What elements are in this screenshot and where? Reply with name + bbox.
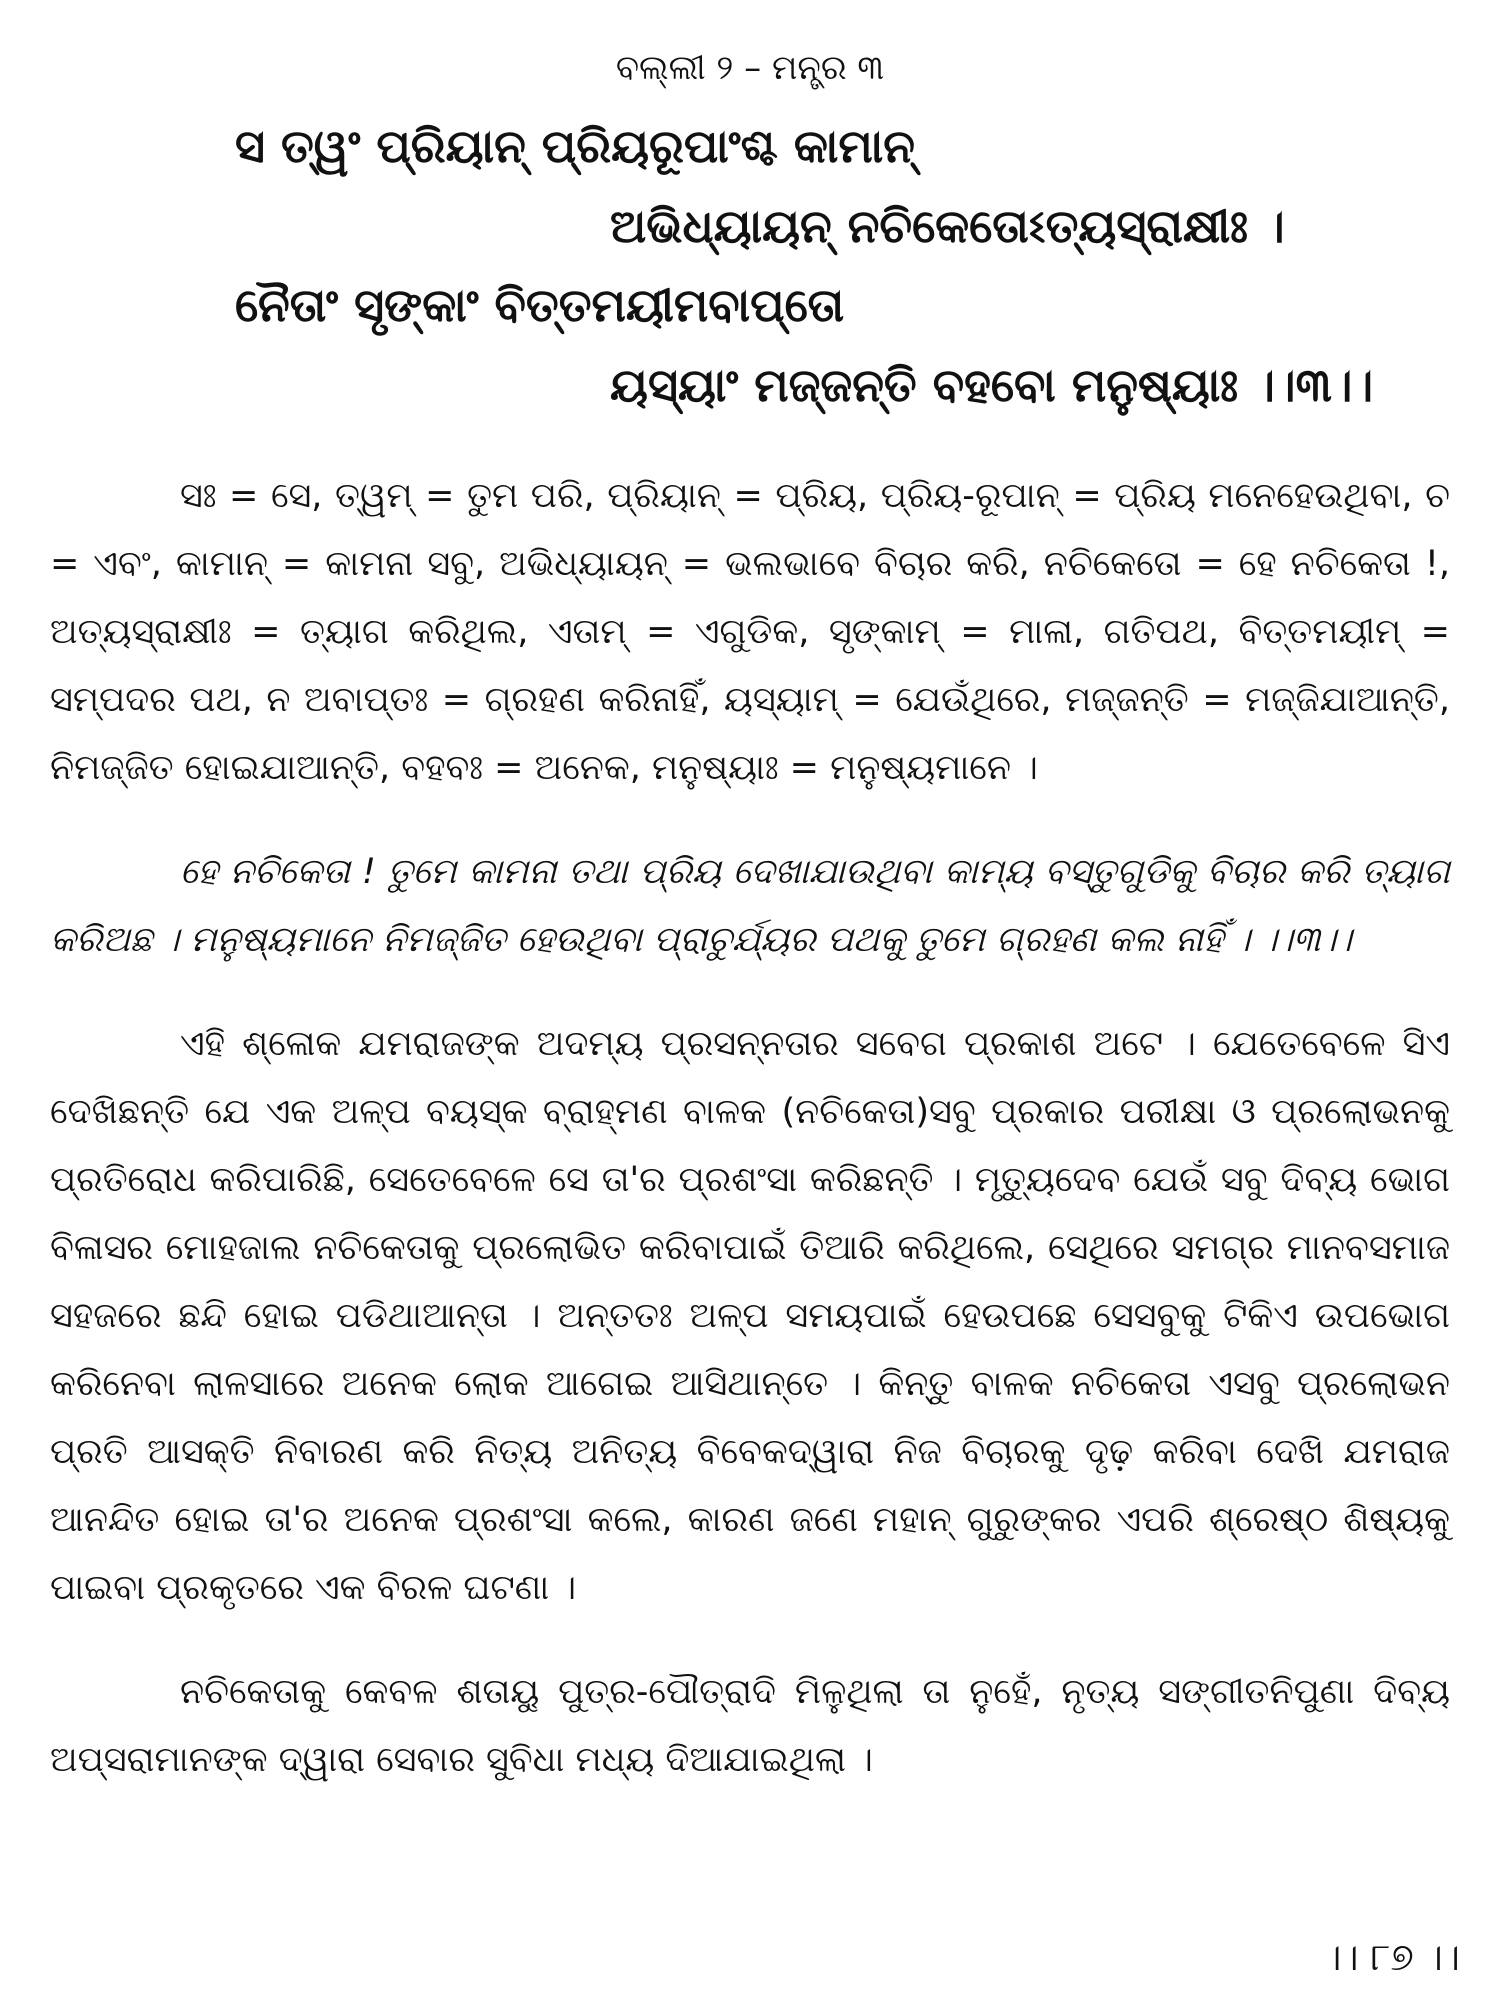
commentary-paragraph-1: ଏହି ଶ୍ଳୋକ ଯମରାଜଙ୍କ ଅଦମ୍ୟ ପ୍ରସନ୍ନତାର ସବେଗ ପ୍ରକାଶ ଅଟେ । ଯେତେବେଳେ ସିଏ ଦେଖିଛନ୍ତି ଯେ ଏକ ଅଳ୍ପ ବୟସ୍କ ବ୍ରାହ୍ମଣ ବାଳକ (ନଚିକେତା)ସବୁ ପ୍ରକାର ପରୀକ୍ଷା ଓ ପ୍ରଲୋଭନକୁ ପ୍ରତିରୋଧ କରିପାରିଛି, ସେତେବେଳେ ସେ ତା'ର ପ୍ରଶଂସା କରିଛନ୍ତି । ମୃତ୍ୟୁଦେବ ଯେଉଁ ସବୁ ଦିବ୍ୟ ଭୋଗ ବିଳାସର ମୋହଜାଲ ନଚିକେତାକୁ ପ୍ରଲୋଭିତ କରିବାପାଇଁ ତିଆରି କରିଥିଲେ, ସେଥିରେ ସମଗ୍ର ମାନବସମାଜ ସହଜରେ ଛନ୍ଦି ହୋଇ ପଡିଥାଆନ୍ତା । ଅନ୍ତତଃ ଅଳ୍ପ ସମୟପାଇଁ ହେଉପଛେ ସେସବୁକୁ ଟିକିଏ ଉପଭୋଗ କରିନେବା ଲାଳସାରେ ଅନେକ ଲୋକ ଆଗେଇ ଆସିଥାନ୍ତେ । କିନ୍ତୁ ବାଳକ ନଚିକେତା ଏସବୁ ପ୍ରଲୋଭନ ପ୍ରତି ଆସକ୍ତି ନିବାରଣ କରି ନିତ୍ୟ ଅନିତ୍ୟ ବିବେକଦ୍ୱାରା ନିଜ ବିଚାରକୁ ଦୃଢ଼ କରିବା ଦେଖି ଯମରାଜ ଆନନ୍ଦିତ ହୋଇ ତା'ର ଅନେକ ପ୍ରଶଂସା କଲେ, କାରଣ ଜଣେ ମହାନ୍ ଗୁରୁଙ୍କର ଏପରି ଶ୍ରେଷ୍ଠ ଶିଷ୍ୟକୁ ପାଇବା ପ୍ରକୃତରେ ଏକ ବିରଳ ଘଟଣା । (50, 1024, 1450, 1608)
word-meaning-paragraph: ସଃ = ସେ, ତ୍ୱମ୍ = ତୁମ ପରି, ପ୍ରିୟାନ୍ = ପ୍ରିୟ, ପ୍ରିୟ-ରୂପାନ୍ = ପ୍ରିୟ ମନେହେଉଥିବା, ଚ = ଏବଂ, କାମାନ୍ = କାମନା ସବୁ, ଅଭିଧ୍ୟାୟନ୍ = ଭଲଭାବେ ବିଚାର କରି, ନଚିକେତୋ = ହେ ନଚିକେତା !, ଅତ୍ୟସ୍ରାକ୍ଷୀଃ = ତ୍ୟାଗ କରିଥିଲ, ଏତାମ୍ = ଏଗୁଡିକ, ସୃଙ୍କାମ୍ = ମାଳା, ଗତିପଥ, ବିତ୍ତମୟୀମ୍ = ସମ୍ପଦର ପଥ, ନ ଅବାପ୍ତଃ = ଗ୍ରହଣ କରିନାହିଁ, ୟସ୍ୟାମ୍ = ଯେଉଁଥିରେ, ମଜ୍ଜନ୍ତି = ମଜ୍ଜିଯାଆନ୍ତି, ନିମଜ୍ଜିତ ହୋଇଯାଆନ୍ତି, ବହବଃ = ଅନେକ, ମନୁଷ୍ୟାଃ = ମନୁଷ୍ୟମାନେ । (50, 476, 1450, 788)
page-number: ।। ୮୭ ।। (1324, 1935, 1460, 1979)
verse-line-4: ୟସ୍ୟାଂ ମଜ୍ଜନ୍ତି ବହବୋ ମନୁଷ୍ୟାଃ ।।୩।। (610, 357, 1374, 412)
commentary-paragraph-2: ନଚିକେତାକୁ କେବଳ ଶତାୟୁ ପୁତ୍ର-ପୌତ୍ରାଦି ମିଳୁଥିଲା ତା ନୁହେଁ, ନୃତ୍ୟ ସଙ୍ଗୀତନିପୁଣା ଦିବ୍ୟ ଅପ୍ସରାମାନଙ୍କ ଦ୍ୱାରା ସେବାର ସୁବିଧା ମଧ୍ୟ ଦିଆଯାଇଥିଲା । (50, 1672, 1450, 1780)
translation-paragraph: ହେ ନଚିକେତା ! ତୁମେ କାମନା ତଥା ପ୍ରିୟ ଦେଖାଯାଉଥିବା କାମ୍ୟ ବସ୍ତୁଗୁଡିକୁ ବିଚାର କରି ତ୍ୟାଗ କରିଅଛ । ମନୁଷ୍ୟମାନେ ନିମଜ୍ଜିତ ହେଉଥିବା ପ୍ରାଚୁର୍ଯ୍ୟର ପଥକୁ ତୁମେ ଗ୍ରହଣ କଲ ନାହିଁ । ।।୩।। (50, 852, 1450, 960)
page-header: ବଲ୍ଲୀ ୨ – ମନ୍ତ୍ର ୩ (615, 48, 885, 88)
sanskrit-verse (50, 118, 1450, 414)
verse-line-2: ଅଭିଧ୍ୟାୟନ୍ ନଚିକେତୋଽତ୍ୟସ୍ରାକ୍ଷୀଃ । (610, 198, 1285, 253)
verse-line-3: ନୈତାଂ ସୃଙ୍କାଂ ବିତ୍ତମୟୀମବାପ୍ତୋ (235, 278, 845, 332)
verse-line-1: ସ ତ୍ୱଂ ପ୍ରିୟାନ୍ ପ୍ରିୟରୂପାଂଶ୍ଚ କାମାନ୍ (235, 119, 915, 173)
